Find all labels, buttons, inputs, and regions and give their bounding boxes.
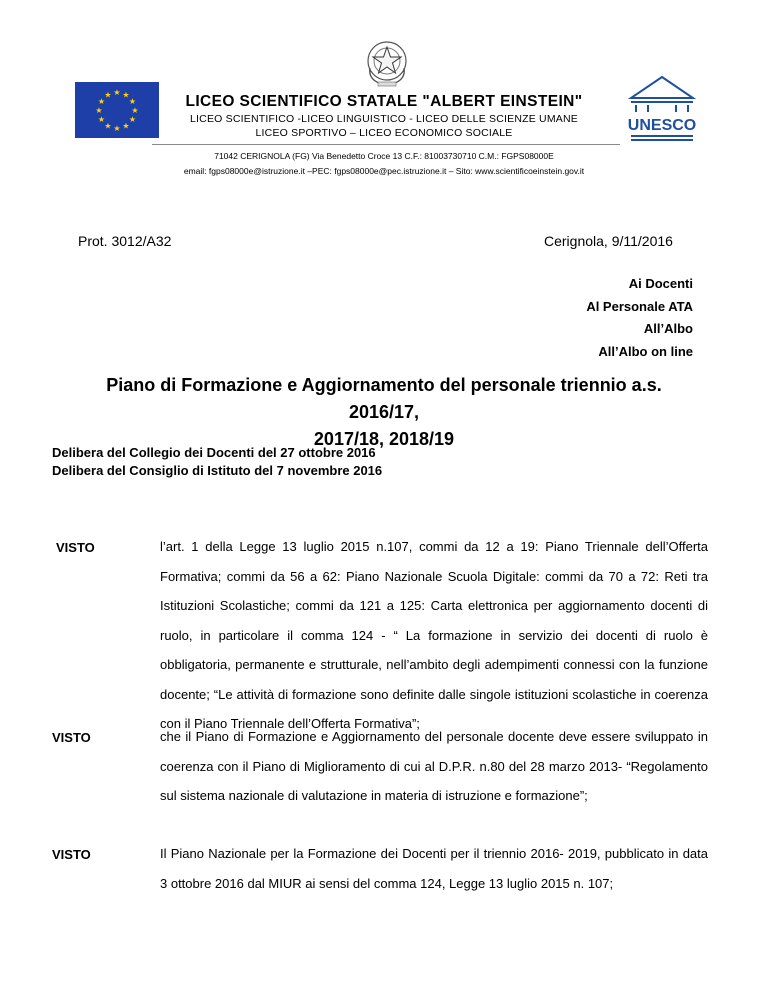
svg-text:★: ★ (95, 106, 103, 115)
unesco-logo-text: UNESCO (628, 117, 696, 134)
visto-paragraph: l’art. 1 della Legge 13 luglio 2015 n.107, commi da 12 a 19: Piano Triennale dell’Offerta Formativa; commi da 56 a 62: Piano Nazionale Scuola Digitale: commi da 70 a 72: Reti tra Istituzioni Scolastiche; commi da 121 a 125: Carta elettronica per aggiornamento docenti di ruolo, in particolare il comma 124 - “ La formazione in servizio dei docenti di ruolo è obbligatoria, permanente e strutturale, nell’ambito degli adempimenti connessi con la funzione docente; “Le attività di formazione sono definite dalle singole istituzioni scolastiche in coerenza con il Piano Triennale dell’Offerta Formativa”; (160, 539, 708, 731)
visto-paragraph: che il Piano di Formazione e Aggiornamento del personale docente deve essere sviluppato in coerenza con il Piano di Miglioramento di cui al D.P.R. n.80 del 28 marzo 2013- “Regolamento sul sistema nazionale di valutazione in materia di istruzione e formazione”; (160, 729, 708, 803)
svg-text:★: ★ (97, 115, 106, 124)
svg-text:★: ★ (128, 115, 137, 124)
recipient: Ai Docenti (628, 276, 693, 291)
svg-text:★: ★ (128, 97, 137, 106)
document-title-line: Piano di Formazione e Aggiornamento del personale triennio a.s. 2016/17, (106, 375, 662, 422)
school-name: LICEO SCIENTIFICO STATALE "ALBERT EINSTEIN" (185, 93, 583, 110)
header-divider (152, 144, 620, 145)
visto-label: VISTO (52, 730, 91, 745)
svg-text:★: ★ (97, 97, 106, 106)
italian-republic-emblem (364, 38, 410, 88)
school-contacts: email: fgps08000e@istruzione.it –PEC: fgps08000e@pec.istruzione.it – Sito: www.scientificoeinstein.gov.it (183, 166, 585, 176)
recipients-block (586, 273, 693, 363)
resolution-line: Delibera del Consiglio di Istituto del 7 novembre 2016 (52, 463, 383, 478)
visto-label: VISTO (52, 847, 91, 862)
recipient: Al Personale ATA (586, 298, 693, 314)
visto-paragraph: Il Piano Nazionale per la Formazione dei Docenti per il triennio 2016- 2019, pubblicato in data 3 ottobre 2016 dal MIUR ai sensi del comma 124, Legge 13 luglio 2015 n. 107; (160, 846, 708, 891)
school-address: 71042 CERIGNOLA (FG) Via Benedetto Croce 13 C.F.: 81003730710 C.M.: FGPS08000E (214, 151, 554, 161)
recipient: All’Albo on line (598, 343, 693, 359)
document-title-line: 2017/18, 2018/19 (313, 429, 455, 449)
resolutions-block (52, 444, 382, 480)
document-title (80, 372, 688, 453)
svg-text:★: ★ (113, 88, 121, 97)
protocol-number: Prot. 3012/A32 (78, 233, 172, 249)
school-subtitle-1: LICEO SCIENTIFICO -LICEO LINGUISTICO - LICEO DELLE SCIENZE UMANE (190, 113, 578, 125)
place-and-date: Cerignola, 9/11/2016 (544, 233, 673, 249)
svg-text:★: ★ (104, 121, 112, 131)
recipient: All’Albo (643, 321, 693, 336)
svg-text:★: ★ (113, 124, 121, 133)
resolution-line: Delibera del Collegio dei Docenti del 27 ottobre 2016 (52, 445, 376, 460)
svg-text:★: ★ (122, 121, 130, 131)
school-subtitle-2: LICEO SPORTIVO – LICEO ECONOMICO SOCIALE (255, 127, 513, 139)
svg-text:★: ★ (122, 90, 130, 100)
svg-text:★: ★ (131, 106, 139, 115)
visto-label: VISTO (56, 540, 95, 555)
svg-text:★: ★ (104, 90, 112, 100)
